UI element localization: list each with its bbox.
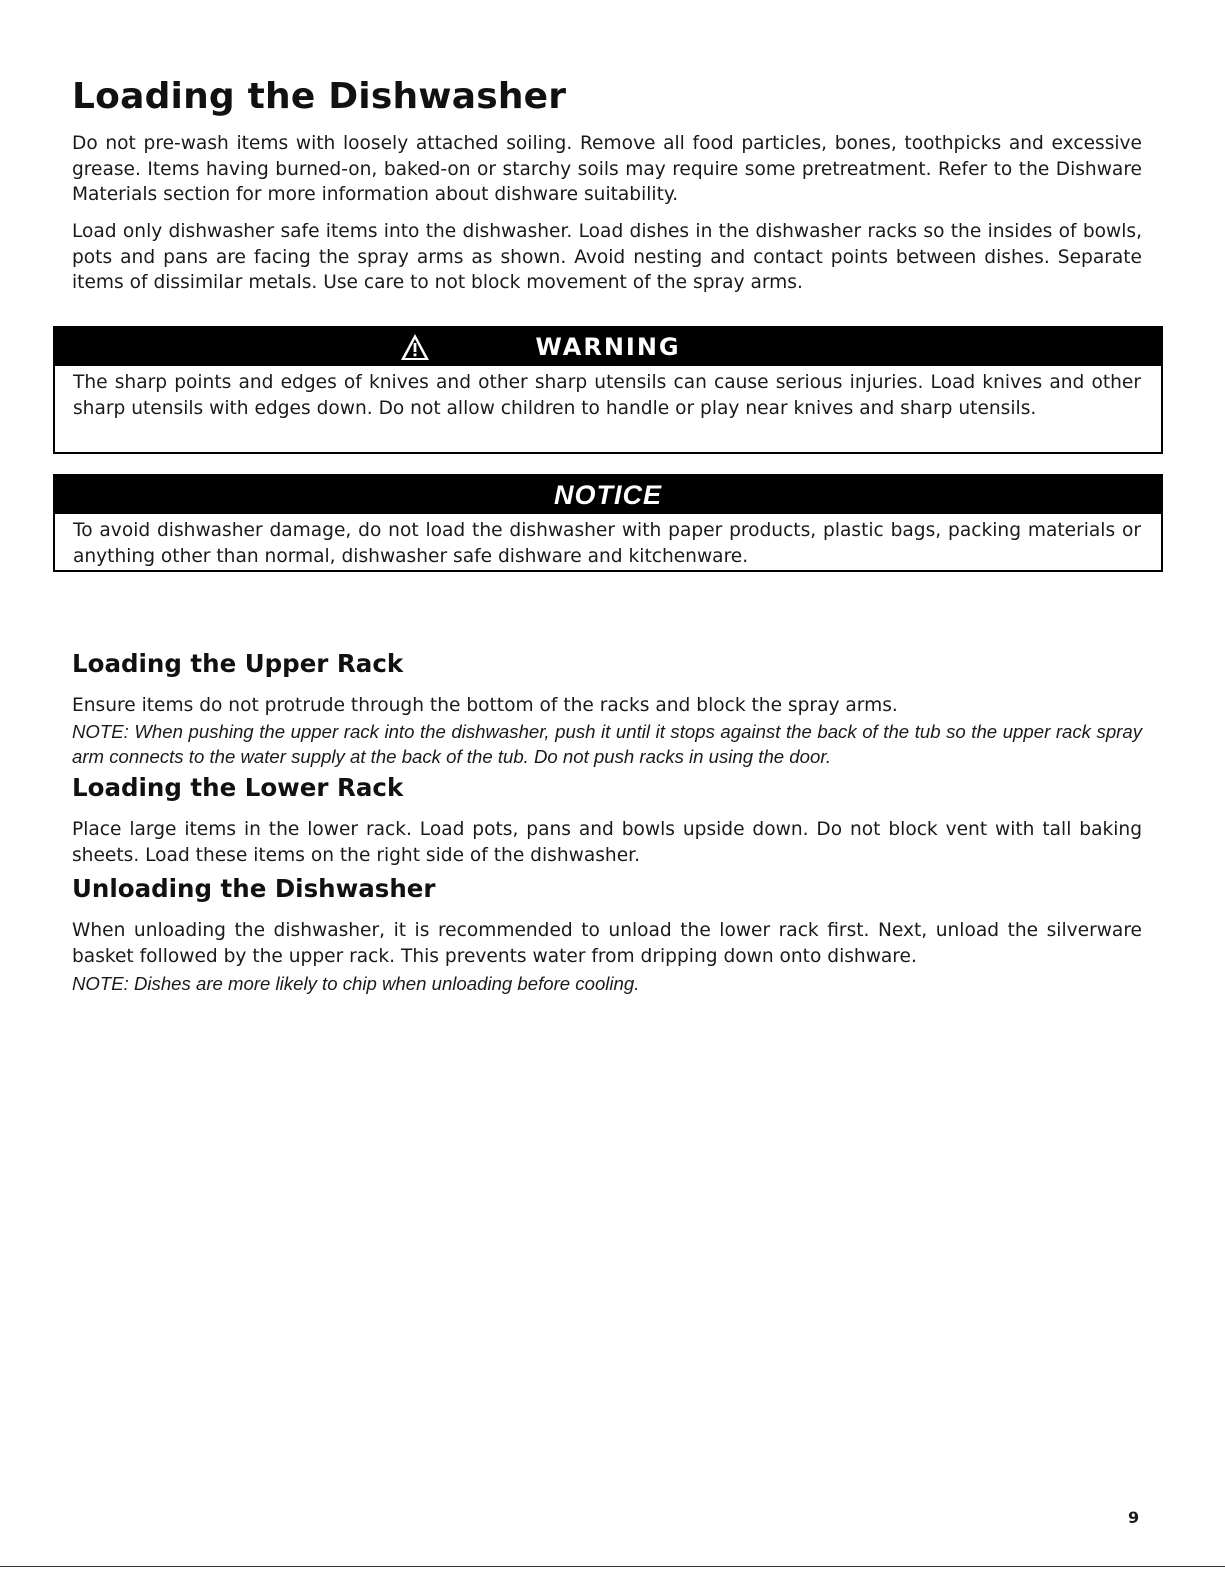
upper-rack-text: Ensure items do not protrude through the bottom of the racks and block the spray arms. bbox=[72, 695, 898, 716]
notice-label: NOTICE bbox=[553, 479, 662, 510]
intro-paragraph-2: Load only dishwasher safe items into the dishwasher. Load dishes in the dishwasher racks so the insides of bowls, pots and pans are facing the spray arms as shown. Avoid nesting and contact points between dishes. Separate items of dissimilar metals. Use care to not block movement of the spray arms. bbox=[72, 221, 1142, 293]
page-title: Loading the Dishwasher bbox=[72, 76, 567, 117]
notice-header bbox=[55, 476, 1161, 514]
warning-box bbox=[53, 326, 1163, 454]
notice-box bbox=[53, 474, 1163, 572]
intro-paragraph-1: Do not pre-wash items with loosely attached soiling. Remove all food particles, bones, toothpicks and excessive grease. Items having burned-on, baked-on or starchy soils may require some pretreatment. Refer to the Dishware Materials section for more information about dishware suitability. bbox=[72, 133, 1142, 205]
warning-text: The sharp points and edges of knives and other sharp utensils can cause serious injuries. Load knives and other sharp utensils with edges down. Do not allow children to handle or play near knives and sharp utensils. bbox=[73, 372, 1141, 419]
unloading-note: NOTE: Dishes are more likely to chip when unloading before cooling. bbox=[72, 973, 640, 994]
upper-rack-note: NOTE: When pushing the upper rack into the dishwasher, push it until it stops against the back of the tub so the upper rack spray arm connects to the water supply at the back of the tub. Do not push racks in using the door. bbox=[72, 721, 1142, 767]
lower-rack-text: Place large items in the lower rack. Load pots, pans and bowls upside down. Do not block vent with tall baking sheets. Load these items on the right side of the dishwasher. bbox=[72, 819, 1142, 866]
upper-rack-heading: Loading the Upper Rack bbox=[72, 649, 404, 678]
lower-rack-heading: Loading the Lower Rack bbox=[72, 773, 404, 802]
unloading-heading: Unloading the Dishwasher bbox=[72, 874, 436, 903]
warning-header bbox=[55, 328, 1161, 366]
notice-text: To avoid dishwasher damage, do not load the dishwasher with paper products, plastic bags, packing materials or anything other than normal, dishwasher safe dishware and kitchenware. bbox=[73, 520, 1141, 567]
warning-triangle-icon bbox=[400, 333, 430, 361]
page-number: 9 bbox=[1128, 1508, 1140, 1527]
bottom-divider bbox=[0, 1566, 1225, 1567]
unloading-text: When unloading the dishwasher, it is recommended to unload the lower rack first. Next, unload the silverware basket followed by the upper rack. This prevents water from dripping down onto dishware. bbox=[72, 920, 1142, 967]
warning-label: WARNING bbox=[535, 333, 681, 361]
